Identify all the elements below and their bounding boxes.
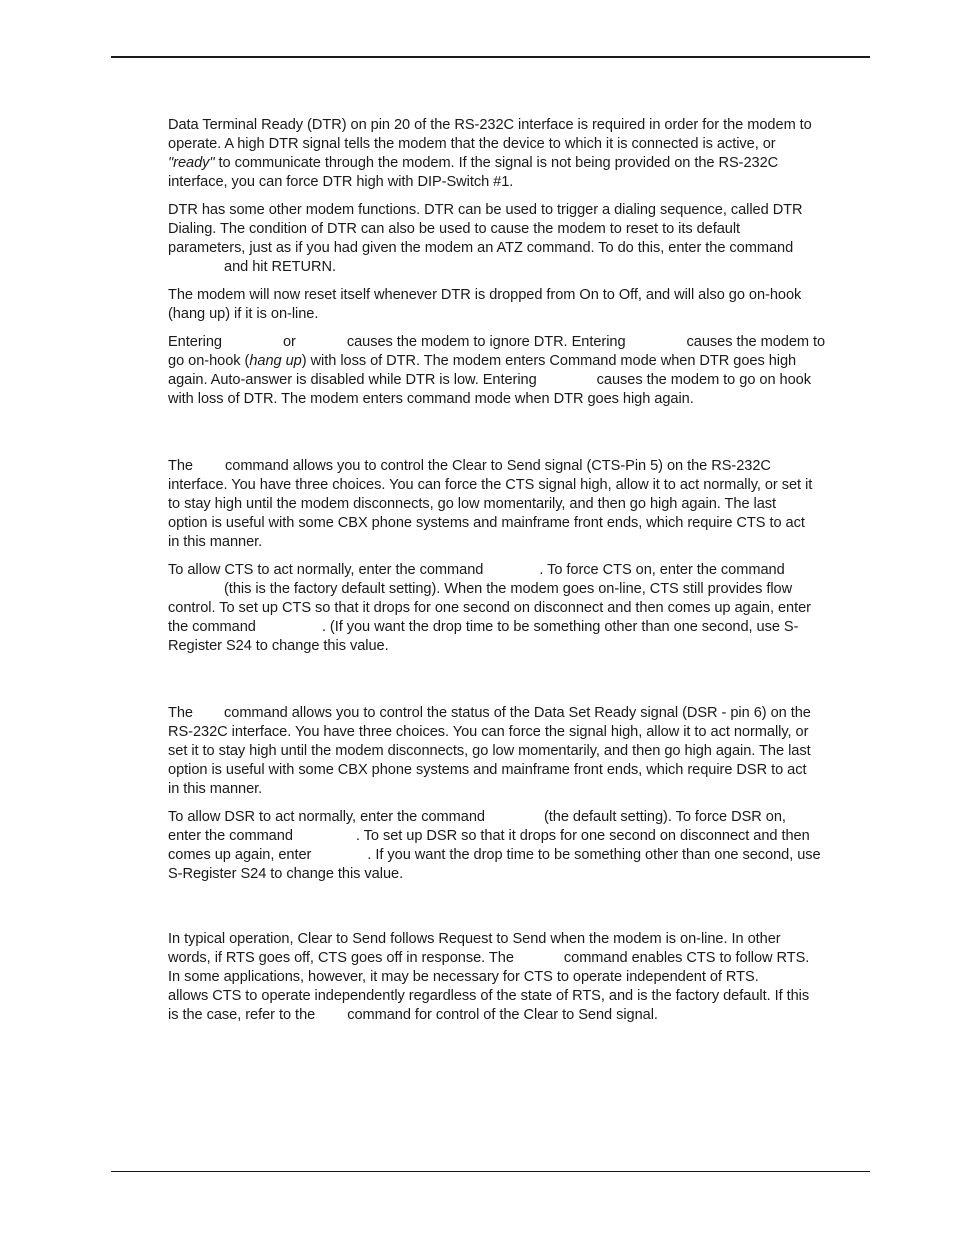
- text-fragment: . To force CTS on, enter the command: [539, 562, 785, 578]
- text-fragment: again. Auto-answer is disabled while DTR is low. Entering: [168, 372, 537, 388]
- text-fragment: causes the modem to ignore DTR. Entering: [346, 334, 626, 350]
- text-fragment: . To set up DSR so that it drops for one second on disconnect and then: [355, 828, 810, 844]
- text-line: [168, 704, 872, 723]
- text-fragment: words, if RTS goes off, CTS goes off in response. The: [168, 950, 514, 966]
- dtr-paragraph-1: [168, 116, 872, 192]
- text-line: (hang up) if it is on-line.: [168, 306, 319, 322]
- text-fragment: command for control of the Clear to Send signal.: [347, 1007, 658, 1023]
- text-line: The modem will now reset itself whenever DTR is dropped from On to Off, and will also go on-hook: [168, 287, 802, 303]
- text-line: [168, 580, 872, 599]
- text-line: to stay high until the modem disconnects, go low momentarily, and then go high again. The last: [168, 496, 777, 512]
- text-line: set it to stay high until the modem disconnects, go low momentarily, and then go high again. The last: [168, 743, 811, 759]
- text-line: operate. A high DTR signal tells the modem that the device to which it is connected is active, or: [168, 136, 776, 152]
- text-line: option is useful with some CBX phone systems and mainframe front ends, which require DSR to act: [168, 762, 807, 778]
- text-fragment: comes up again, enter: [168, 847, 312, 863]
- text-line: [168, 808, 872, 827]
- text-line: [168, 1006, 872, 1025]
- text-line: RS-232C interface. You have three choices. You can force the signal high, allow it to act normally, or: [168, 724, 809, 740]
- text-line: [168, 352, 872, 371]
- text-fragment: command allows you to control the Clear to Send signal (CTS-Pin 5) on the RS-232C: [225, 458, 771, 474]
- text-fragment: to communicate through the modem. If the signal is not being provided on the RS-232C: [214, 155, 779, 171]
- text-fragment: command allows you to control the status of the Data Set Ready signal (DSR - pin 6) on the: [224, 705, 811, 721]
- text-line: [168, 457, 872, 476]
- text-fragment: To allow DSR to act normally, enter the command: [168, 809, 485, 825]
- text-line: Dialing. The condition of DTR can also be used to cause the modem to reset to its default: [168, 221, 741, 237]
- rts-paragraph-1: [168, 930, 872, 1025]
- dtr-paragraph-3: [168, 286, 872, 324]
- dtr-paragraph-4: [168, 333, 872, 409]
- text-line: interface, you can force DTR high with DIP-Switch #1.: [168, 174, 514, 190]
- text-line: [168, 827, 872, 846]
- text-line: [168, 371, 872, 390]
- text-line: [168, 333, 872, 352]
- header-rule: [111, 56, 870, 58]
- text-line: S-Register S24 to change this value.: [168, 866, 404, 882]
- dsr-paragraph-2: [168, 808, 872, 884]
- text-line: In some applications, however, it may be necessary for CTS to operate independent of RTS.: [168, 969, 759, 985]
- text-line: [168, 258, 872, 277]
- text-fragment: . (If you want the drop time to be something other than one second, use S-: [321, 619, 799, 635]
- text-line: [168, 846, 872, 865]
- text-line: option is useful with some CBX phone systems and mainframe front ends, which require CTS to act: [168, 515, 805, 531]
- cts-paragraph-1: [168, 457, 872, 552]
- text-line: [168, 949, 872, 968]
- text-line: Register S24 to change this value.: [168, 638, 389, 654]
- text-line: in this manner.: [168, 534, 263, 550]
- text-fragment: The: [168, 458, 193, 474]
- text-line: In typical operation, Clear to Send follows Request to Send when the modem is on-line. In other: [168, 931, 781, 947]
- text-fragment: or: [282, 334, 296, 350]
- text-fragment: (the default setting). To force DSR on,: [543, 809, 786, 825]
- text-line: parameters, just as if you had given the modem an ATZ command. To do this, enter the command: [168, 240, 794, 256]
- dsr-paragraph-1: [168, 704, 872, 799]
- text-fragment: . If you want the drop time to be something other than one second, use: [367, 847, 821, 863]
- text-fragment: is the case, refer to the: [168, 1007, 316, 1023]
- text-line: [168, 561, 872, 580]
- emphasis-ready: "ready": [168, 155, 215, 171]
- text-line: [168, 618, 872, 637]
- text-fragment: (this is the factory default setting). When the modem goes on-line, CTS still provides flow: [224, 581, 793, 597]
- text-line: allows CTS to operate independently regardless of the state of RTS, and is the factory default. If this: [168, 988, 810, 1004]
- text-fragment: Entering: [168, 334, 222, 350]
- text-fragment: and hit RETURN.: [224, 259, 336, 275]
- footer-rule: [111, 1171, 870, 1172]
- text-line: [168, 154, 872, 173]
- text-fragment: the command: [168, 619, 256, 635]
- text-line: interface. You have three choices. You can force the CTS signal high, allow it to act normally, or set it: [168, 477, 813, 493]
- text-fragment: To allow CTS to act normally, enter the command: [168, 562, 484, 578]
- text-line: DTR has some other modem functions. DTR can be used to trigger a dialing sequence, called DTR: [168, 202, 803, 218]
- document-body: [168, 116, 872, 1025]
- emphasis-hang-up: hang up: [249, 353, 302, 369]
- text-line: Data Terminal Ready (DTR) on pin 20 of the RS-232C interface is required in order for the modem to: [168, 117, 812, 133]
- text-fragment: causes the modem to go on hook: [596, 372, 811, 388]
- dtr-paragraph-2: [168, 201, 872, 277]
- text-line: with loss of DTR. The modem enters command mode when DTR goes high again.: [168, 391, 694, 407]
- text-line: in this manner.: [168, 781, 263, 797]
- text-fragment: command enables CTS to follow RTS.: [563, 950, 810, 966]
- text-fragment: The: [168, 705, 193, 721]
- text-fragment: ) with loss of DTR. The modem enters Command mode when DTR goes high: [301, 353, 797, 369]
- cts-paragraph-2: [168, 561, 872, 656]
- text-fragment: causes the modem to: [686, 334, 826, 350]
- text-line: control. To set up CTS so that it drops for one second on disconnect and then comes up again, enter: [168, 600, 811, 616]
- text-fragment: enter the command: [168, 828, 293, 844]
- text-fragment: go on-hook (: [168, 353, 250, 369]
